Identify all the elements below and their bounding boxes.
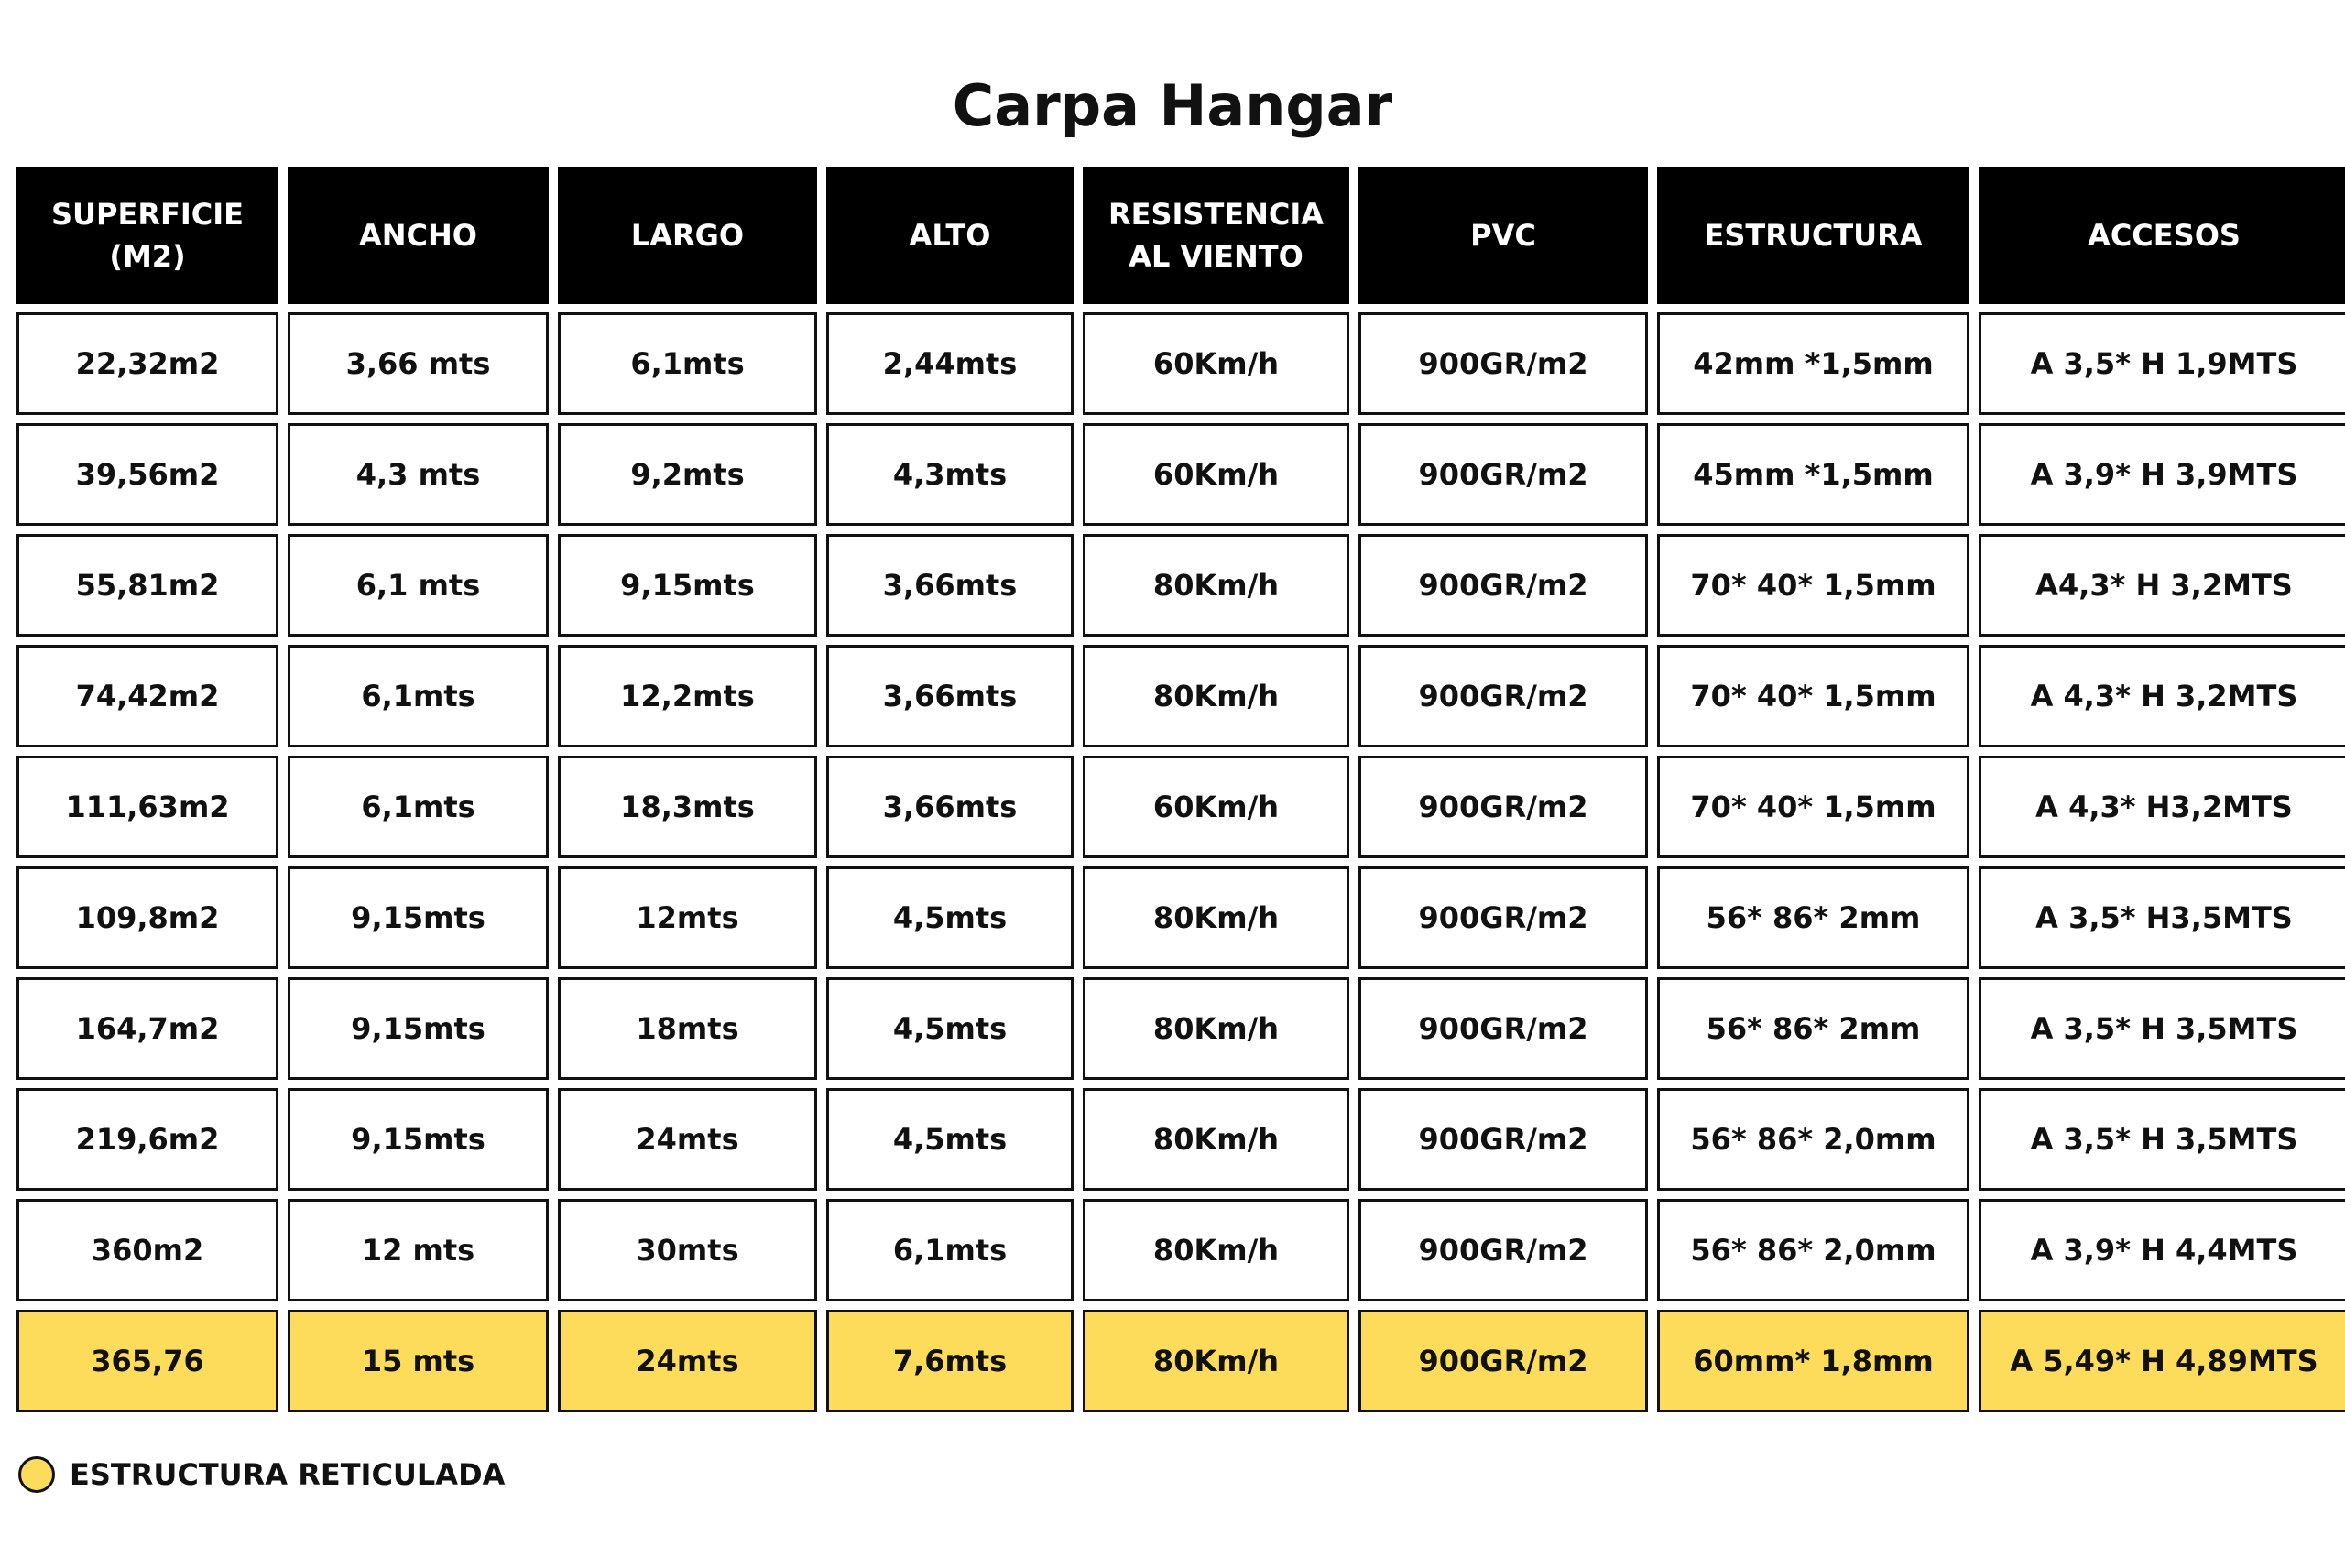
- table-cell-ancho: 4,3 mts: [288, 423, 549, 526]
- table-cell-resistencia-viento: 80Km/h: [1083, 534, 1349, 637]
- table-cell-estructura: 45mm *1,5mm: [1657, 423, 1969, 526]
- table-cell-estructura: 60mm* 1,8mm: [1657, 1310, 1969, 1412]
- table-cell-pvc: 900GR/m2: [1358, 977, 1648, 1080]
- table-cell-alto: 7,6mts: [826, 1310, 1074, 1412]
- table-cell-estructura: 56* 86* 2,0mm: [1657, 1199, 1969, 1301]
- table-cell-pvc: 900GR/m2: [1358, 312, 1648, 415]
- spec-table: [16, 167, 2345, 1412]
- table-cell-accesos: A 5,49* H 4,89MTS: [1979, 1310, 2345, 1412]
- table-cell-superficie: 55,81m2: [16, 534, 278, 637]
- table-cell-accesos: A 3,5* H 1,9MTS: [1979, 312, 2345, 415]
- table-cell-superficie: 111,63m2: [16, 756, 278, 858]
- table-cell-ancho: 6,1mts: [288, 645, 549, 747]
- table-cell-accesos: A 3,9* H 4,4MTS: [1979, 1199, 2345, 1301]
- table-cell-pvc: 900GR/m2: [1358, 756, 1648, 858]
- table-cell-resistencia-viento: 80Km/h: [1083, 645, 1349, 747]
- table-cell-resistencia-viento: 80Km/h: [1083, 866, 1349, 969]
- table-cell-alto: 3,66mts: [826, 645, 1074, 747]
- table-cell-alto: 4,5mts: [826, 1088, 1074, 1191]
- table-cell-resistencia-viento: 60Km/h: [1083, 312, 1349, 415]
- table-cell-superficie: 109,8m2: [16, 866, 278, 969]
- table-cell-largo: 9,2mts: [558, 423, 817, 526]
- table-cell-resistencia-viento: 80Km/h: [1083, 1199, 1349, 1301]
- table-cell-superficie: 39,56m2: [16, 423, 278, 526]
- table-cell-largo: 6,1mts: [558, 312, 817, 415]
- table-cell-superficie: 219,6m2: [16, 1088, 278, 1191]
- table-cell-alto: 6,1mts: [826, 1199, 1074, 1301]
- table-cell-resistencia-viento: 80Km/h: [1083, 1310, 1349, 1412]
- column-header-estructura: ESTRUCTURA: [1657, 167, 1969, 304]
- table-cell-estructura: 42mm *1,5mm: [1657, 312, 1969, 415]
- table-cell-pvc: 900GR/m2: [1358, 534, 1648, 637]
- column-header-accesos: ACCESOS: [1979, 167, 2345, 304]
- table-cell-accesos: A4,3* H 3,2MTS: [1979, 534, 2345, 637]
- table-cell-pvc: 900GR/m2: [1358, 1088, 1648, 1191]
- table-cell-resistencia-viento: 60Km/h: [1083, 756, 1349, 858]
- page-title: Carpa Hangar: [952, 72, 1393, 139]
- table-cell-estructura: 70* 40* 1,5mm: [1657, 534, 1969, 637]
- table-cell-superficie: 22,32m2: [16, 312, 278, 415]
- table-cell-accesos: A 4,3* H 3,2MTS: [1979, 645, 2345, 747]
- table-cell-superficie: 74,42m2: [16, 645, 278, 747]
- table-cell-estructura: 56* 86* 2mm: [1657, 866, 1969, 969]
- table-cell-estructura: 56* 86* 2mm: [1657, 977, 1969, 1080]
- table-cell-largo: 30mts: [558, 1199, 817, 1301]
- table-cell-resistencia-viento: 60Km/h: [1083, 423, 1349, 526]
- table-cell-accesos: A 3,5* H3,5MTS: [1979, 866, 2345, 969]
- column-header-alto: ALTO: [826, 167, 1074, 304]
- table-cell-pvc: 900GR/m2: [1358, 1199, 1648, 1301]
- table-cell-estructura: 70* 40* 1,5mm: [1657, 756, 1969, 858]
- table-cell-alto: 4,5mts: [826, 866, 1074, 969]
- table-cell-pvc: 900GR/m2: [1358, 866, 1648, 969]
- table-cell-accesos: A 3,5* H 3,5MTS: [1979, 977, 2345, 1080]
- table-cell-pvc: 900GR/m2: [1358, 645, 1648, 747]
- table-cell-resistencia-viento: 80Km/h: [1083, 1088, 1349, 1191]
- table-cell-estructura: 70* 40* 1,5mm: [1657, 645, 1969, 747]
- column-header-superficie: SUPERFICIE (M2): [16, 167, 278, 304]
- table-cell-estructura: 56* 86* 2,0mm: [1657, 1088, 1969, 1191]
- table-cell-alto: 4,3mts: [826, 423, 1074, 526]
- legend-label: ESTRUCTURA RETICULADA: [70, 1457, 506, 1492]
- column-header-resistencia-viento: RESISTENCIA AL VIENTO: [1083, 167, 1349, 304]
- table-cell-largo: 24mts: [558, 1088, 817, 1191]
- table-cell-largo: 18mts: [558, 977, 817, 1080]
- table-cell-accesos: A 3,9* H 3,9MTS: [1979, 423, 2345, 526]
- legend: [18, 1454, 505, 1495]
- table-cell-ancho: 6,1mts: [288, 756, 549, 858]
- table-cell-alto: 3,66mts: [826, 534, 1074, 637]
- legend-swatch-icon: [18, 1456, 55, 1493]
- table-cell-ancho: 3,66 mts: [288, 312, 549, 415]
- table-cell-largo: 24mts: [558, 1310, 817, 1412]
- table-cell-ancho: 9,15mts: [288, 1088, 549, 1191]
- table-cell-largo: 9,15mts: [558, 534, 817, 637]
- table-cell-largo: 12,2mts: [558, 645, 817, 747]
- column-header-pvc: PVC: [1358, 167, 1648, 304]
- table-cell-pvc: 900GR/m2: [1358, 423, 1648, 526]
- table-cell-accesos: A 4,3* H3,2MTS: [1979, 756, 2345, 858]
- table-cell-ancho: 9,15mts: [288, 977, 549, 1080]
- table-cell-alto: 4,5mts: [826, 977, 1074, 1080]
- table-cell-pvc: 900GR/m2: [1358, 1310, 1648, 1412]
- table-cell-ancho: 15 mts: [288, 1310, 549, 1412]
- table-cell-largo: 12mts: [558, 866, 817, 969]
- table-cell-ancho: 12 mts: [288, 1199, 549, 1301]
- table-cell-alto: 2,44mts: [826, 312, 1074, 415]
- table-cell-superficie: 365,76: [16, 1310, 278, 1412]
- column-header-largo: LARGO: [558, 167, 817, 304]
- table-cell-resistencia-viento: 80Km/h: [1083, 977, 1349, 1080]
- table-cell-ancho: 9,15mts: [288, 866, 549, 969]
- table-cell-superficie: 360m2: [16, 1199, 278, 1301]
- table-cell-ancho: 6,1 mts: [288, 534, 549, 637]
- column-header-ancho: ANCHO: [288, 167, 549, 304]
- table-cell-accesos: A 3,5* H 3,5MTS: [1979, 1088, 2345, 1191]
- table-cell-alto: 3,66mts: [826, 756, 1074, 858]
- table-cell-largo: 18,3mts: [558, 756, 817, 858]
- table-cell-superficie: 164,7m2: [16, 977, 278, 1080]
